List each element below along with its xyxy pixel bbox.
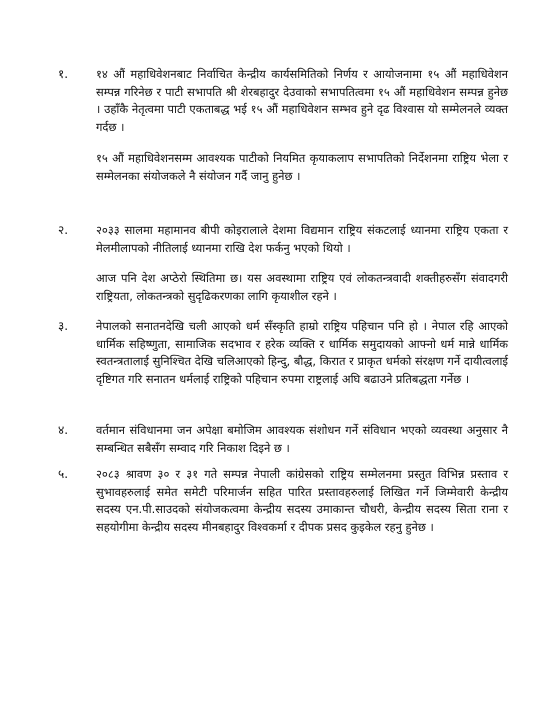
item-paragraph: १५ औं महाधिवेशनसम्म आवश्यक पाटीको नियमित कृयाकलाप सभापतिको निर्देशनमा राष्ट्रिय भेला र सम्मेलनका संयोजकले नै संयोजन गर्दै जानु हुनेछ । bbox=[96, 151, 508, 183]
item-number: ४. bbox=[58, 423, 69, 437]
item-number: २. bbox=[58, 223, 69, 237]
item-number: ५. bbox=[58, 467, 69, 481]
item-paragraph: नेपालको सनातनदेखि चली आएको धर्म सँस्कृति हाम्रो राष्ट्रिय पहिचान पनि हो । नेपाल रहि आएको धार्मिक सहिष्णुता, सामाजिक सदभाव र हरेक व्यक्ति र धार्मिक समुदायको आफ्नो धर्म मान्ने धार्मिक स्वतन्त्रतालाई सुनिश्चित देखि चलिआएको हिन्दु, बौद्ध, किरात र प्राकृत धर्मको संरक्षण गर्ने दायीत्वलाई दृष्टिगत गरि सनातन धर्मलाई राष्ट्रिको पहिचान रुपमा राष्ट्रलाई अघि बढाउने प्रतिबद्धता गर्नेछ । bbox=[96, 319, 508, 386]
item-number: ३. bbox=[58, 319, 69, 333]
item-paragraph: २०८३ श्रावण ३० र ३१ गते सम्पन्न नेपाली कांग्रेसको राष्ट्रिय सम्मेलनमा प्रस्तुत विभिन्न प्रस्ताव र सुभावहरुलाई समेत समेटी परिमार्जन सहित पारित प्रस्तावहरुलाई लिखित गर्ने जिम्मेवारी केन्द्रीय सदस्य एन.पी.साउदको संयोजकत्वमा केन्द्रीय सदस्य उमाकान्त चौधरी, केन्द्रीय सदस्य सिता राना र सहयोगीमा केन्द्रीय सदस्य मीनबहादुर विश्वकर्मा र दीपक प्रसद कुइकेल रहनु हुनेछ । bbox=[96, 467, 508, 534]
item-paragraph: वर्तमान संविधानमा जन अपेक्षा बमोजिम आवश्यक संशोधन गर्ने संविधान भएको व्यवस्था अनुसार नै सम्बन्धित सबैसँग सम्वाद गरि निकाश दिइने छ । bbox=[96, 423, 508, 455]
item-paragraph: २०३३ सालमा महामानव बीपी कोइरालाले देशमा विद्यमान राष्ट्रिय संकटलाई ध्यानमा राष्ट्रिय एकता र मेलमीलापको नीतिलाई ध्यानमा राखि देश फर्कनु भएको थियो । bbox=[96, 223, 508, 255]
item-paragraph: आज पनि देश अप्ठेरो स्थितिमा छ। यस अवस्थामा राष्ट्रिय एवं लोकतन्त्रवादी शक्तीहरुसँग संवादगरी राष्ट्रियता, लोकतन्त्रको सुदृढिकरणका लागि कृयाशील रहने । bbox=[96, 271, 508, 303]
item-paragraph: १४ औं महाधिवेशनबाट निर्वाचित केन्द्रीय कार्यसमितिको निर्णय र आयोजनामा १५ औं महाधिवेशन सम्पन्न गरिनेछ र पाटी सभापति श्री शेरबहादुर देउवाको सभापतित्वमा १५ औं महाधिवेशन सम्पन्न हुनेछ । उहाँकै नेतृत्वमा पाटी एकताबद्ध भई १५ औं महाधिवेशन सम्भव हुने दृढ विश्वास यो सम्मेलनले व्यक्त गर्दछ । bbox=[96, 67, 508, 134]
item-number: १. bbox=[58, 67, 69, 81]
